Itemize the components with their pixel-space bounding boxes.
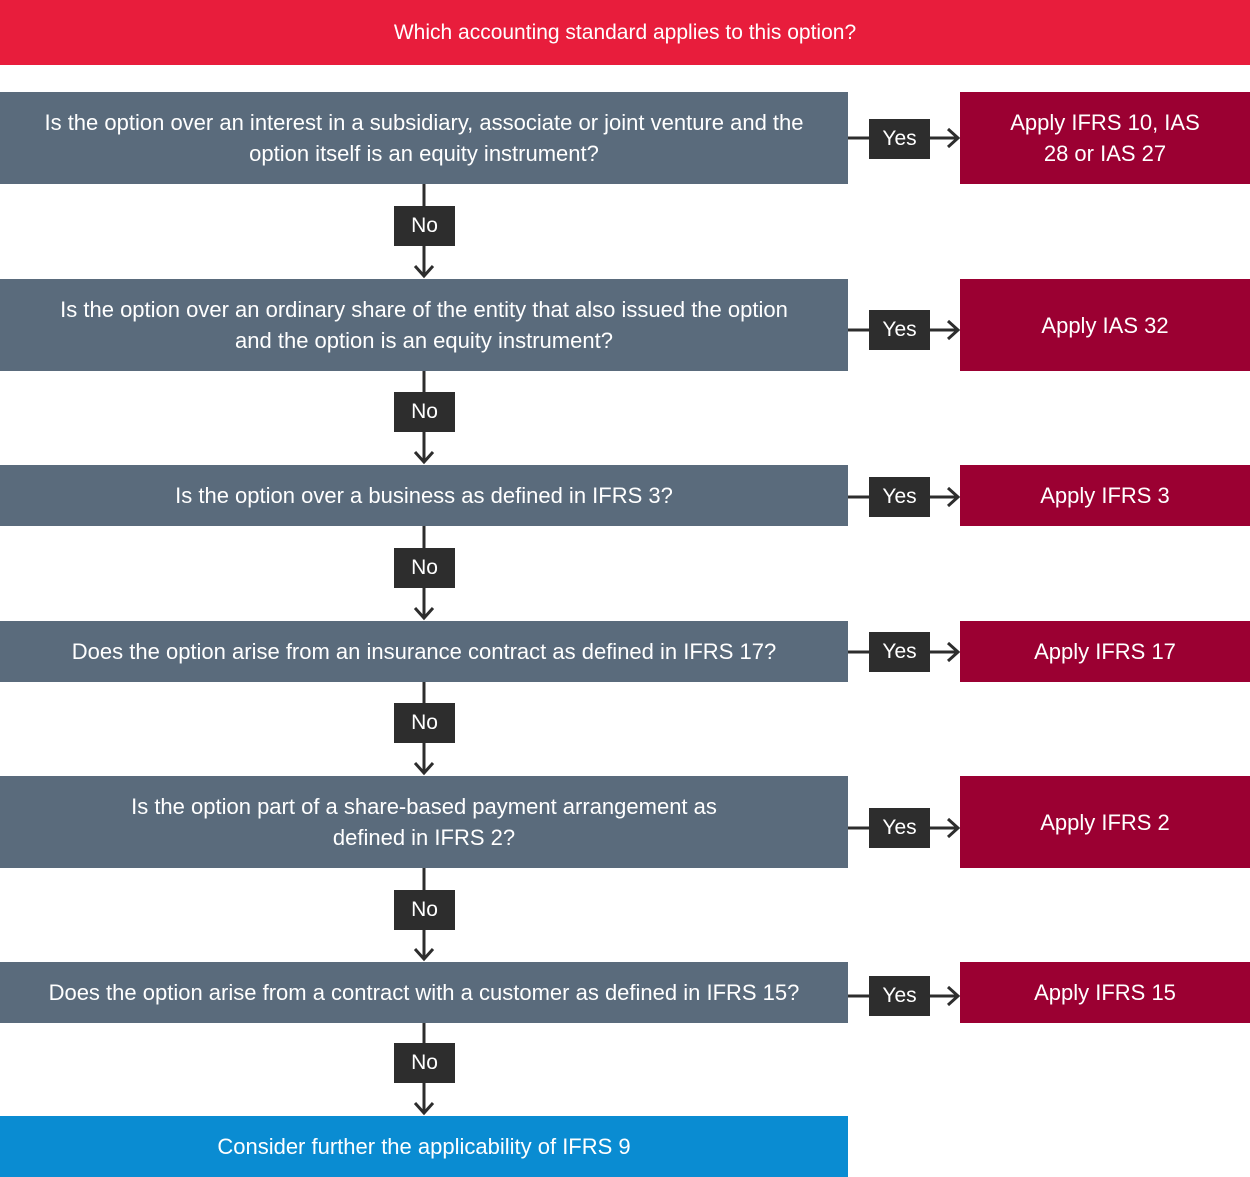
result-box-6 xyxy=(960,962,1250,1023)
question-box-4 xyxy=(0,621,848,682)
no-tag-3: No xyxy=(394,548,455,588)
result-box-1 xyxy=(960,92,1250,184)
header-title: Which accounting standard applies to this option? xyxy=(393,21,857,44)
question-text-5: Is the option part of a share-based payment arrangement as defined in IFRS 2? xyxy=(131,794,717,850)
question-box-2 xyxy=(0,279,848,371)
header-banner xyxy=(0,0,1250,65)
final-box xyxy=(0,1116,848,1177)
yes-tag-3: Yes xyxy=(869,477,930,517)
result-box-4 xyxy=(960,621,1250,682)
result-text-5: Apply IFRS 2 xyxy=(1040,809,1170,835)
question-text-2: Is the option over an ordinary share of the entity that also issued the option and the option is an equity instrument? xyxy=(60,297,788,353)
result-text-2: Apply IAS 32 xyxy=(1041,312,1169,338)
question-box-1 xyxy=(0,92,848,184)
no-tag-2: No xyxy=(394,392,455,432)
final-text: Consider further the applicability of IFRS 9 xyxy=(217,1134,631,1159)
question-box-6 xyxy=(0,962,848,1023)
question-text-3: Is the option over a business as defined in IFRS 3? xyxy=(175,483,673,508)
yes-tag-6: Yes xyxy=(869,976,930,1016)
no-tag-4: No xyxy=(394,703,455,743)
no-tag-5: No xyxy=(394,890,455,930)
yes-tag-2: Yes xyxy=(869,310,930,350)
result-box-3 xyxy=(960,465,1250,526)
yes-tag-5: Yes xyxy=(869,808,930,848)
result-text-6: Apply IFRS 15 xyxy=(1034,980,1176,1005)
question-text-6: Does the option arise from a contract with a customer as defined in IFRS 15? xyxy=(48,980,800,1005)
question-text-1: Is the option over an interest in a subsidiary, associate or joint venture and the option itself is an equity instrument? xyxy=(44,110,804,166)
question-text-4: Does the option arise from an insurance contract as defined in IFRS 17? xyxy=(71,639,777,664)
no-tag-1: No xyxy=(394,206,455,246)
result-text-1: Apply IFRS 10, IAS 28 or IAS 27 xyxy=(1010,110,1200,166)
result-text-3: Apply IFRS 3 xyxy=(1040,483,1170,508)
yes-tag-1: Yes xyxy=(869,119,930,159)
result-text-4: Apply IFRS 17 xyxy=(1034,639,1176,664)
result-box-2 xyxy=(960,279,1250,371)
question-box-5 xyxy=(0,776,848,868)
result-box-5 xyxy=(960,776,1250,868)
question-box-3 xyxy=(0,465,848,526)
yes-tag-4: Yes xyxy=(869,632,930,672)
no-tag-6: No xyxy=(394,1043,455,1083)
